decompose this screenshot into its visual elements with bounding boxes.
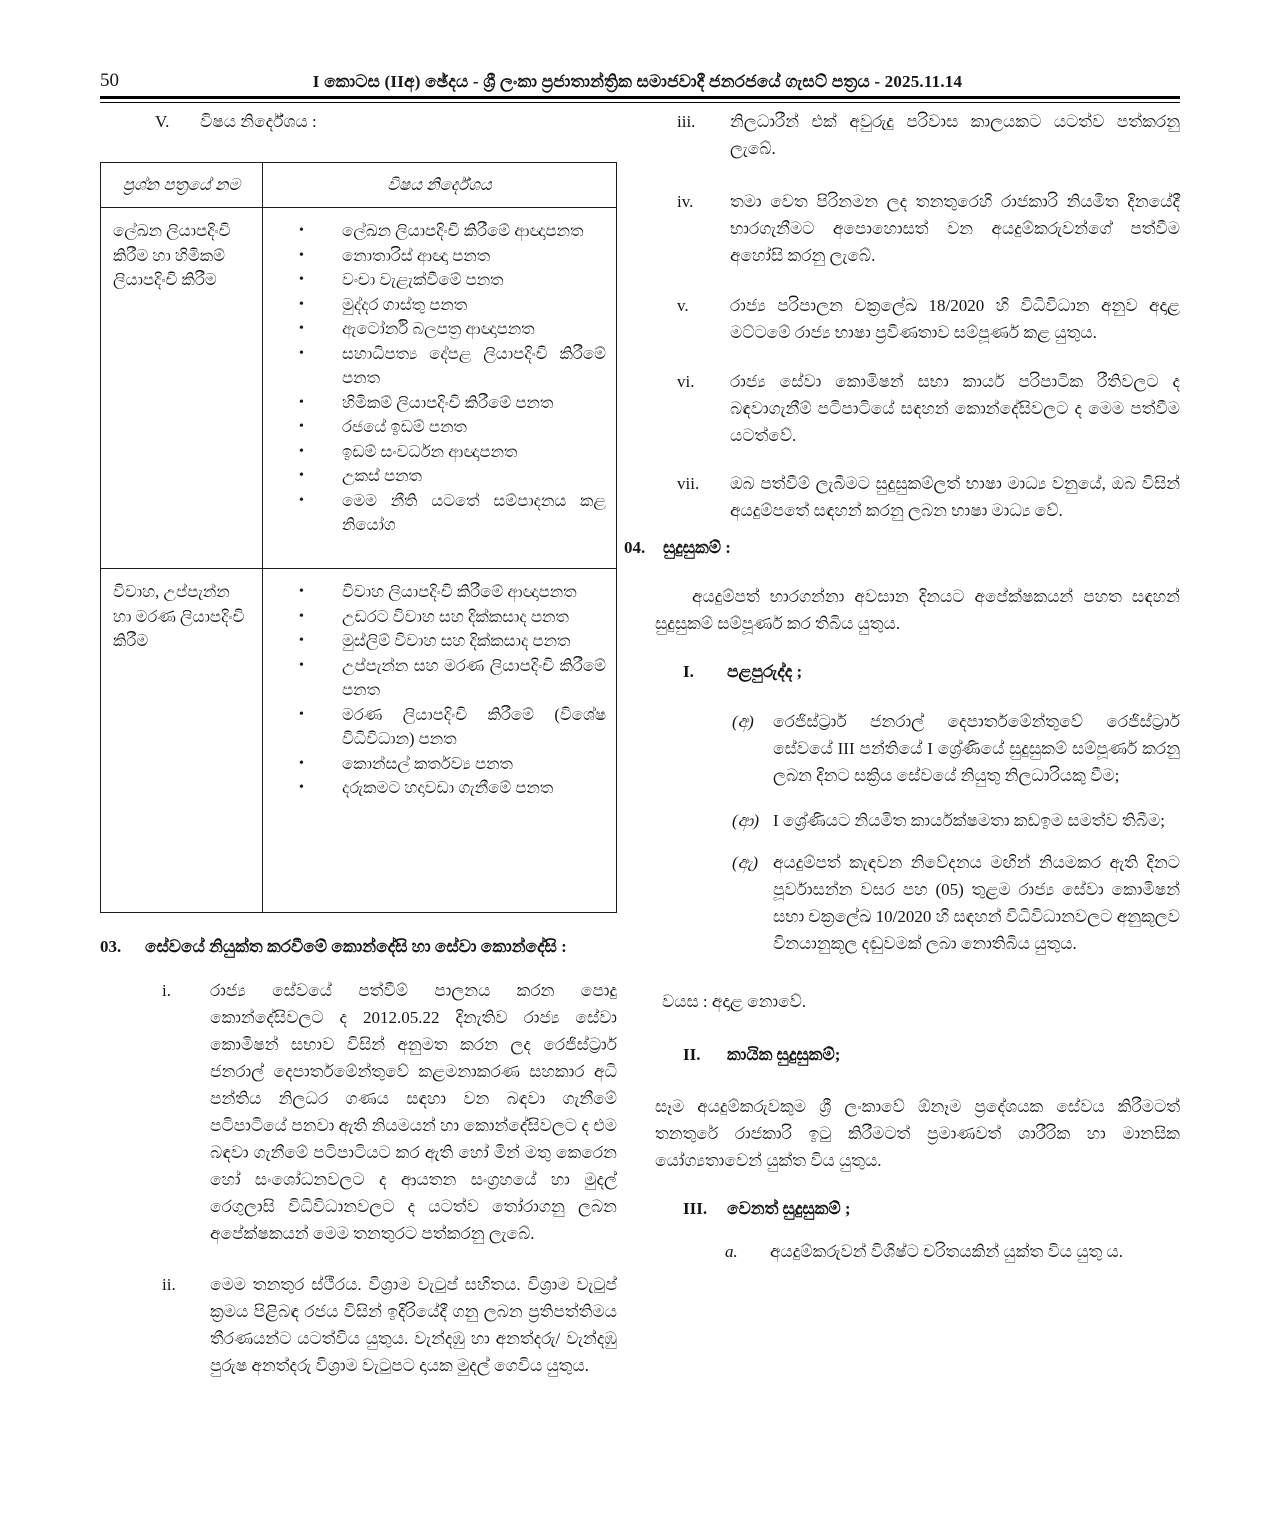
other-heading (683, 1195, 1180, 1222)
bullet-icon: • (299, 492, 304, 508)
list-item (275, 440, 606, 465)
list-item (275, 464, 606, 489)
bullet-icon: • (299, 394, 304, 410)
item-text: තමා වෙත පිරිනමන ලද තනතුරෙහි රාජකාරි නියමිත දිනයේදී භාරගැනීමට අපොහොසත් වන අයදුම්කරුවන්ගේ පත්වීම අහෝසි කරනු ලැබේ. (730, 192, 1180, 265)
act-name: දරුකමට හදාවඩා ගැනීමේ පනත (342, 778, 554, 797)
item-text: මෙම තනතුර ස්ථීරය. විශ්‍රාම වැටුප් සහිතය. විශ්‍රාම වැටුප් ක්‍රමය පිළිබඳ රජය විසින් ඉදිරියේදී ගනු ලබන ප්‍රතිපත්තිමය තීරණයන්ට යටත්විය යුතුය. වැන්දඹු හා අනත්දරු/ වැන්දඹු පුරුෂ අනත්දරු විශ්‍රාම වැටුපට දායක මුදල් ගෙවිය යුතුය. (210, 1275, 617, 1375)
list-item (275, 580, 606, 605)
bullet-icon: • (299, 755, 304, 771)
act-name: ලේඛන ලියාපදිංචි කිරීමේ ආඥාපනත (342, 221, 584, 240)
left-column (100, 100, 617, 1379)
bullet-icon: • (299, 706, 304, 722)
page-number: 50 (100, 70, 119, 91)
list-item (275, 317, 606, 342)
list-item (275, 415, 606, 440)
bullet-icon: • (299, 223, 304, 238)
act-name: නොතාරිස් ආඥා පනත (342, 245, 491, 265)
section-04-title: සුදුසුකම් : (663, 538, 731, 557)
condition-item (677, 368, 1180, 449)
experience-item (732, 807, 1180, 834)
act-name: මෙම නීති යටතේ සම්පාදනය කළ නියෝග (342, 490, 606, 534)
section-03-heading (100, 933, 617, 960)
item-text: අයදුම්කරුවන් විශිෂ්ට චරිතයකින් යුක්ත විය යුතු ය. (770, 1242, 1124, 1261)
bullet-icon: • (299, 657, 304, 673)
bullet-icon: • (299, 296, 304, 312)
item-text: රාජ්‍ය සේවයේ පත්වීම් පාලනය කරන පොදු කොන්දේසිවලට ද 2012.05.22 දිනැතිව රාජ්‍ය සේවා කොමිෂන් සභාව විසින් අනුමත කරන ලද රෙජිස්ට්‍රාර් ජනරාල් දෙපාර්තමේන්තුවේ කළමනාකරණ සහකාර අධි පන්තිය නිලධර ගණය සඳහා වන බඳවා ගැනීමේ පටිපාටියේ පනවා ඇති නියමයන් හා කොන්දේසිවලට ද එම බඳවා ගැනීමේ පටිපාටියට කර ඇති හෝ මින් මතු කෙරෙන හෝ සංශෝධනවලට ද ආයතන සංග්‍රහයේ හා මුදල් රෙගුලාසි විධිවිධානවලට ද යටත්ව තෝරාගනු ලබන අපේක්ෂකයන් මෙම තනතුරට පත්කරනු ලැබේ. (210, 981, 617, 1243)
syllabus-table (100, 162, 617, 913)
right-column (624, 100, 1180, 1265)
list-item (275, 605, 606, 630)
list-item (275, 703, 606, 752)
list-item (275, 342, 606, 391)
other-title: වෙනත් සුදුසුකම් ; (727, 1199, 851, 1218)
physical-heading (683, 1041, 1180, 1068)
act-name: කොන්සල් කර්තව්‍ය පනත (342, 753, 513, 773)
syllabus-cell (263, 208, 617, 569)
list-item (275, 391, 606, 416)
bullet-icon: • (299, 608, 304, 624)
item-marker: i. (162, 981, 171, 1000)
paper-name-cell: විවාහ, උප්පැන්න හා මරණ ලියාපදිංචි කිරීම (101, 569, 263, 913)
act-name: උඩරට විවාහ සහ දික්කසාද පනත (342, 606, 569, 626)
table-header-syllabus: විෂය නිර්දේශය (263, 163, 617, 208)
act-name: හිමිකම් ලියාපදිංචි කිරීමේ පනත (342, 392, 554, 412)
item-marker: (ආ) (732, 811, 759, 830)
qualifications-intro: අයදුම්පත් භාරගන්නා අවසාන දිනයට අපේක්ෂකයන් පහත සඳහන් සුදුසුකම් සම්පූර්ණ කර තිබිය යුතුය. (655, 587, 1180, 633)
age-note: වයස : අදාළ නොවේ. (662, 992, 807, 1011)
list-item (275, 244, 606, 269)
bullet-icon: • (299, 272, 304, 287)
acts-list (275, 219, 606, 538)
section-03-title: සේවයේ නියුක්ත කරවීමේ කොන්දේසි හා සේවා කොන්දේසි : (145, 937, 567, 956)
experience-item (732, 849, 1180, 957)
bullet-icon: • (299, 345, 304, 361)
physical-title: කායික සුදුසුකම්; (727, 1045, 841, 1064)
list-item (275, 489, 606, 538)
condition-item (677, 470, 1180, 524)
section-04-heading (624, 534, 1180, 561)
item-marker: (අ) (732, 712, 754, 731)
item-marker: vi. (677, 372, 695, 391)
syllabus-cell (263, 569, 617, 913)
other-item (725, 1238, 1180, 1265)
table-row (101, 208, 617, 569)
item-marker: iii. (677, 112, 696, 131)
condition-item (677, 108, 1180, 162)
item-marker: iv. (677, 192, 694, 211)
table-row (101, 569, 617, 913)
act-name: උප්පැන්න සහ මරණ ලියාපදිංචි කිරීමේ පනත (342, 655, 606, 699)
act-name: රජයේ ඉඩම් පනත (342, 417, 467, 436)
bullet-icon: • (299, 419, 304, 434)
item-text: නිලධාරීන් එක් අවුරුදු පරිවාස කාලයකට යටත්ව පත්කරනු ලැබේ. (730, 112, 1180, 158)
list-item (275, 268, 606, 293)
item-text: රාජ්‍ය පරිපාලන චක්‍රලේඛ 18/2020 හි විධිවිධාන අනුව අදාළ මට්ටමේ රාජ්‍ය භාෂා ප්‍රවීණතාව සම්පූර්ණ කළ යුතුය. (730, 296, 1180, 342)
condition-item (162, 977, 617, 1247)
physical-marker: II. (683, 1045, 701, 1064)
act-name: සහාධිපත්‍ය දේපළ ලියාපදිංචි කිරීමේ පනත (342, 343, 606, 387)
list-item (275, 752, 606, 777)
experience-heading (683, 658, 1180, 685)
condition-item (677, 292, 1180, 346)
act-name: ඉඩම් සංවර්ධන ආඥාපනත (342, 441, 518, 461)
paper-name-cell: ලේඛන ලියාපදිංචි කිරීම හා හිමිකම් ලියාපදිංචි කිරීම (101, 208, 263, 569)
experience-item (732, 708, 1180, 789)
table-header-paper-name: ප්‍රශ්න පත්‍රයේ නම (101, 163, 263, 208)
bullet-icon: • (299, 468, 304, 483)
list-item (275, 219, 606, 244)
other-marker: III. (683, 1199, 708, 1218)
act-name: මරණ ලියාපදිංචි කිරීමේ (විශේෂ විධිවිධාන) පනත (342, 704, 606, 748)
list-item (275, 776, 606, 801)
bullet-icon: • (299, 247, 304, 263)
bullet-icon: • (299, 443, 304, 459)
section-04-marker: 04. (624, 538, 646, 557)
physical-text: සෑම අයදුම්කරුවකුම ශ්‍රී ලංකාවේ ඕනෑම ප්‍රදේශයක සේවය කිරීමටත් තනතුරේ රාජකාරි ඉටු කිරීමටත් ප්‍රමාණවත් ශාරීරික හා මානසික යෝග්‍යතාවෙන් යුක්ත විය යුතුය. (655, 1097, 1180, 1170)
item-marker: (ඇ) (732, 853, 759, 872)
act-name: මුද්දර ගාස්තු පනත (342, 294, 468, 314)
item-marker: v. (677, 296, 689, 315)
act-name: මුස්ලිම් විවාහ සහ දික්කසාද පනත (342, 631, 571, 650)
item-text: ඔබ පත්වීම් ලැබීමට සුදුසුකම්ලත් භාෂා මාධ්‍ය වනුයේ, ඔබ විසින් අයදුම්පතේ සඳහන් කරනු ලබන භාෂා මාධ්‍ය වේ. (730, 474, 1180, 520)
item-text: රෙජිස්ට්‍රාර් ජනරාල් දෙපාර්තමේන්තුවේ රෙජිස්ට්‍රාර් සේවයේ III පන්තියේ I ශ්‍රේණියේ සුදුසුකම් සම්පූර්ණ කරනු ලබන දිනට සක්‍රිය සේවයේ නියුතු නිලධාරියකු වීම; (773, 712, 1180, 785)
act-name: වංචා වැළැක්වීමේ පනත (342, 270, 504, 289)
condition-item (162, 1271, 617, 1379)
acts-list (275, 580, 606, 801)
item-marker: a. (725, 1242, 738, 1261)
item-marker: ii. (162, 1275, 176, 1294)
section-v-marker: V. (155, 112, 170, 131)
item-marker: vii. (677, 474, 700, 493)
bullet-icon: • (299, 780, 304, 795)
item-text: රාජ්‍ය සේවා කොමිෂන් සභා කාර්ය පරිපාටික රීතිවලට ද බඳවාගැනීම් පටිපාටියේ සඳහන් කොන්දේසිවලට ද මෙම පත්වීම යටත්වේ. (730, 372, 1180, 445)
act-name: විවාහ ලියාපදිංචි කිරීමේ ආඥාපනත (342, 582, 577, 601)
condition-item (677, 188, 1180, 269)
section-v-title: විෂය නිර්දේශය : (200, 112, 317, 131)
list-item (275, 629, 606, 654)
bullet-icon: • (299, 633, 304, 648)
table-header-row (101, 163, 617, 208)
experience-marker: I. (683, 662, 694, 681)
act-name: උකස් පනත (342, 466, 422, 485)
item-text: අයදුම්පත් කැඳවන නිවේදනය මඟින් නියමකර ඇති දිනට පූර්වාසන්න වසර පහ (05) තුළම රාජ්‍ය සේවා කොමිෂන් සභා චක්‍රලේඛ 10/2020 හි සඳහන් විධිවිධානවලට අනුකූලව විනයානුකූල දඬුවමක් ලබා නොතිබිය යුතුය. (773, 853, 1180, 953)
section-03-marker: 03. (100, 937, 122, 956)
experience-title: පළපුරුද්ද ; (727, 662, 803, 681)
page-header-title: I කොටස (IIඅ) ඡේදය - ශ්‍රී ලංකා ප්‍රජාතාන්ත්‍රික සමාජවාදී ජනරජයේ ගැසට් පත්‍රය - 2025.11.14 (312, 72, 963, 91)
list-item (275, 654, 606, 703)
item-text: I ශ්‍රේණියට නියමිත කාර්යක්ෂමතා කඩඉම සමත්ව තිබීම; (773, 811, 1165, 830)
bullet-icon: • (299, 321, 304, 336)
list-item (275, 293, 606, 318)
act-name: ඇටෝර්නි බලපත්‍ර ආඥාපනත (342, 319, 535, 338)
bullet-icon: • (299, 584, 304, 599)
section-v (155, 108, 617, 135)
